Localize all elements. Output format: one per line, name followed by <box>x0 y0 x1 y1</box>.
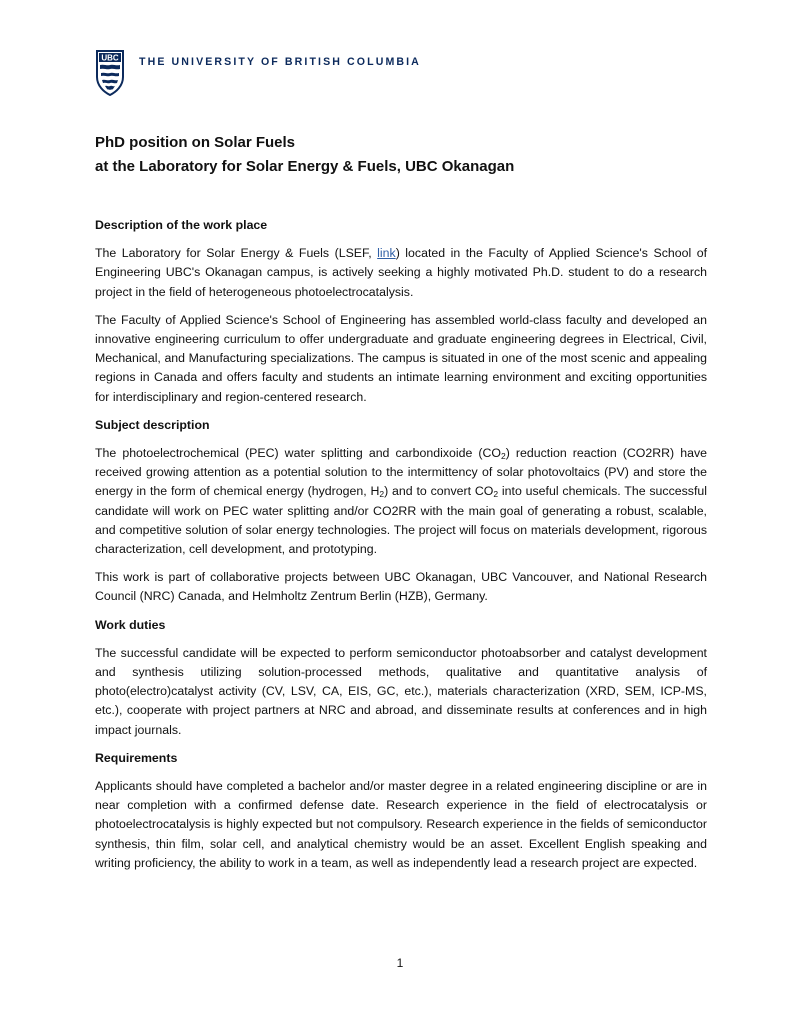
text-run: ) and to convert CO <box>384 484 494 499</box>
subject-paragraph-1 <box>95 444 707 559</box>
section-heading-duties: Work duties <box>95 617 166 632</box>
crest-text: UBC <box>101 53 119 63</box>
text-run: ) located in the Faculty of Applied Science's School of Engineering UBC's Okanagan campus, is actively seeking a highly motivated Ph.D. student to do a research project in the field of heterogeneous photoelectrocatalysis. <box>95 246 708 299</box>
title-line-2: at the Laboratory for Solar Energy & Fuels, UBC Okanagan <box>95 158 515 175</box>
university-name: THE UNIVERSITY OF BRITISH COLUMBIA <box>139 56 421 68</box>
text-run: ) reduction reaction (CO2RR) have received growing attention as a potential solution to the intermittency of solar photovoltaics (PV) and store the energy in the form of chemical energy (hydrogen, H <box>95 446 707 499</box>
workplace-paragraph-1 <box>95 244 707 302</box>
text-run: The photoelectrochemical (PEC) water splitting and carbondixoide (CO <box>95 446 502 461</box>
workplace-paragraph-2: The Faculty of Applied Science's School of Engineering has assembled world-class faculty and developed an innovative engineering curriculum to offer undergraduate and graduate engineering degrees in Electrical, Civil, Mechanical, and Manufacturing specializations. The campus is situated in one of the most scenic and appealing regions in Canada and offers faculty and students an intimate learning environment and exciting opportunities for interdisciplinary and region-centered research. <box>95 312 707 404</box>
text-run: into useful chemicals. The successful candidate will work on PEC water splitting and/or CO2RR with the main goal of generating a robust, scalable, and competitive solution of solar energy technologies. The project will focus on materials development, rigorous characterization, cell development, and prototyping. <box>95 484 707 557</box>
duties-paragraph-1: The successful candidate will be expected to perform semiconductor photoabsorber and catalyst development and synthesis utilizing solution-processed methods, qualitative and quantitative analysis of photo(electro)catalyst activity (CV, LSV, CA, EIS, GC, etc.), materials characterization (XRD, SEM, ICP-MS, etc.), cooperate with project partners at NRC and abroad, and disseminate results at conferences and in high impact journals. <box>95 645 707 737</box>
letterhead <box>95 50 421 98</box>
subscript: 2 <box>501 451 506 462</box>
document-body <box>95 216 707 882</box>
subscript: 2 <box>493 489 499 500</box>
subject-paragraph-2: This work is part of collaborative projects between UBC Okanagan, UBC Vancouver, and National Research Council (NRC) Canada, and Helmholtz Zentrum Berlin (HZB), Germany. <box>95 570 707 604</box>
section-heading-workplace: Description of the work place <box>95 218 268 232</box>
section-heading-requirements: Requirements <box>95 750 178 765</box>
ubc-crest-icon <box>95 50 125 96</box>
page-number: 1 <box>396 956 404 970</box>
title-line-1: PhD position on Solar Fuels <box>95 134 296 151</box>
lsef-link[interactable]: link <box>377 246 396 261</box>
requirements-paragraph-1: Applicants should have completed a bachelor and/or master degree in a related engineering discipline or are in near completion with a confirmed defense date. Research experience in the field of electrocatalysis or photoelectrocatalysis is highly expected but not compulsory. Research experience in the fields of semiconductor synthesis, thin film, solar cell, and analytical chemistry would be an asset. Excellent English speaking and writing proficiency, the ability to work in a team, as well as independently lead a research project are expected. <box>95 779 707 870</box>
page-title <box>95 131 715 179</box>
section-heading-subject: Subject description <box>95 417 210 432</box>
text-run: The Laboratory for Solar Energy & Fuels (LSEF, <box>95 246 378 261</box>
subscript: 2 <box>379 489 385 500</box>
